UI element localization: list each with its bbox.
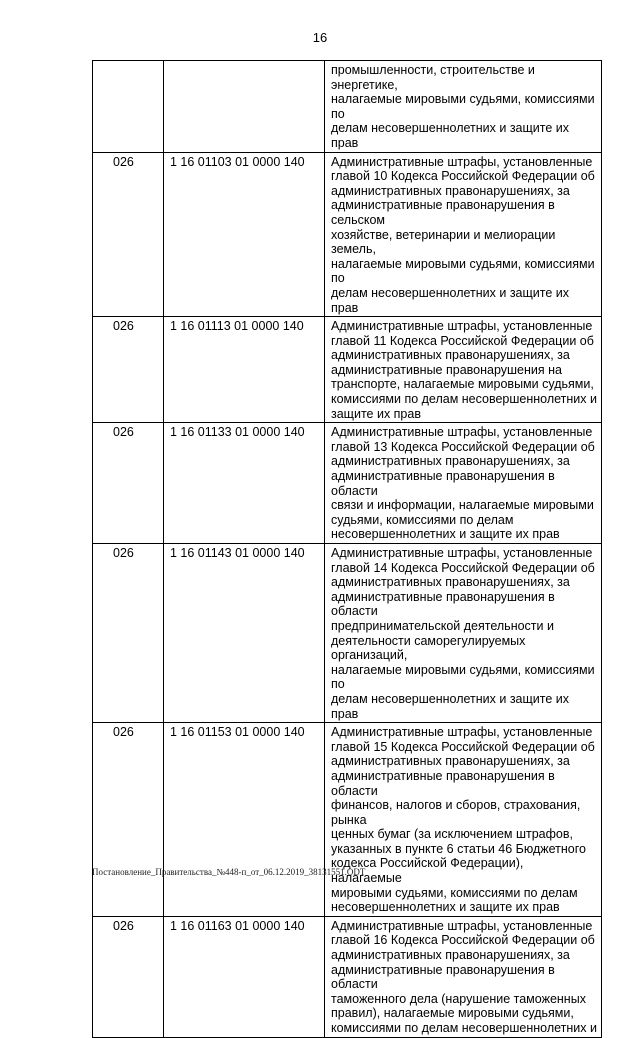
description-cell: Административные штрафы, установленные главой 10 Кодекса Российской Федерации об административных правонарушениях, за административные правонарушения в сельском хозяйстве, ветеринарии и мелиорации земель, налагаемые мировыми судьями, комиссиями по делам несовершеннолетних и защите их прав — [325, 152, 602, 317]
kbk-code-cell: 1 16 01133 01 0000 140 — [164, 423, 325, 544]
admin-code-cell: 026 — [93, 916, 164, 1037]
description-cell: Административные штрафы, установленные главой 14 Кодекса Российской Федерации об административных правонарушениях, за административные правонарушения в области предпринимательской деятельности и деятельности саморегулируемых организаций, налагаемые мировыми судьями, комиссиями по делам несовершеннолетних и защите их прав — [325, 544, 602, 723]
document-footer: Постановление_Правительства_№448-п_от_06.12.2019_38131551.ODT — [92, 867, 366, 877]
table-row — [93, 916, 602, 1037]
kbk-code-cell: 1 16 01113 01 0000 140 — [164, 317, 325, 423]
admin-code-cell: 026 — [93, 723, 164, 917]
description-cell: Административные штрафы, установленные главой 13 Кодекса Российской Федерации об административных правонарушениях, за административные правонарушения в области связи и информации, налагаемые мировыми судьями, комиссиями по делам несовершеннолетних и защите их прав — [325, 423, 602, 544]
table-body — [93, 61, 602, 1038]
admin-code-cell: 026 — [93, 317, 164, 423]
admin-code-cell — [93, 61, 164, 153]
page-number: 16 — [312, 30, 328, 45]
kbk-code-cell: 1 16 01153 01 0000 140 — [164, 723, 325, 917]
table-row — [93, 423, 602, 544]
admin-code-cell: 026 — [93, 152, 164, 317]
kbk-code-cell: 1 16 01103 01 0000 140 — [164, 152, 325, 317]
description-cell: Административные штрафы, установленные главой 11 Кодекса Российской Федерации об административных правонарушениях, за административные правонарушения на транспорте, налагаемые мировыми судьями, комиссиями по делам несовершеннолетних и защите их прав — [325, 317, 602, 423]
kbk-code-cell — [164, 61, 325, 153]
table-row — [93, 723, 602, 917]
admin-code-cell: 026 — [93, 544, 164, 723]
table-row — [93, 61, 602, 153]
table-row — [93, 152, 602, 317]
admin-code-cell: 026 — [93, 423, 164, 544]
budget-code-table — [92, 60, 602, 1038]
table-row — [93, 317, 602, 423]
description-cell: Административные штрафы, установленные главой 15 Кодекса Российской Федерации об административных правонарушениях, за административные правонарушения в области финансов, налогов и сборов, страхования, рынка ценных бумаг (за исключением штрафов, указанных в пункте 6 статьи 46 Бюджетного кодекса Российской Федерации), налагаемые мировыми судьями, комиссиями по делам несовершеннолетних и защите их прав — [325, 723, 602, 917]
kbk-code-cell: 1 16 01163 01 0000 140 — [164, 916, 325, 1037]
kbk-code-cell: 1 16 01143 01 0000 140 — [164, 544, 325, 723]
table-row — [93, 544, 602, 723]
description-cell: Административные штрафы, установленные главой 16 Кодекса Российской Федерации об административных правонарушениях, за административные правонарушения в области таможенного дела (нарушение таможенных правил), налагаемые мировыми судьями, комиссиями по делам несовершеннолетних и — [325, 916, 602, 1037]
description-cell: промышленности, строительстве и энергетике, налагаемые мировыми судьями, комиссиями по делам несовершеннолетних и защите их прав — [325, 61, 602, 153]
